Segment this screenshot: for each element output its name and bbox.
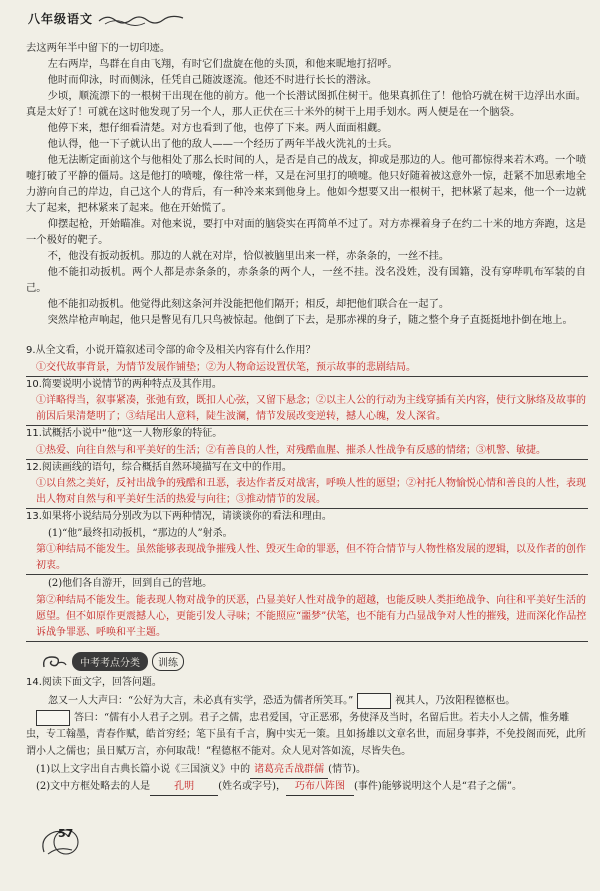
- question-14: [26, 675, 588, 796]
- question-list: [26, 343, 588, 642]
- sub-question-text: (1)以上文字出自古典长篇小说《三国演义》中的: [36, 764, 251, 775]
- classical-passage: [26, 693, 588, 760]
- story-paragraph: 他停下来，想仔细看清楚。对方也看到了他，也停了下来。两人面面相觑。: [47, 122, 388, 134]
- story-paragraph: 他时而仰泳，时而侧泳，任凭自己随波逐流。他还不时进行长长的潜泳。: [47, 74, 378, 86]
- answer-blank[interactable]: 孔明: [150, 779, 218, 796]
- passage-text: 答曰：“儒有小人君子之别。君子之儒，忠君爱国，守正恶邪，务使泽及当时，名留后世。若夫小人之儒，惟务雕虫，专工翰墨，青春作赋，皓首穷经；笔下虽有千言，胸中实无一策。且如扬雄以文章名世，而屈身事莽，不免投阁而死，此所谓小人之儒也；虽日赋万言，亦何取哉！”程德枢不能对。众人见对答如流，尽皆失色。: [26, 712, 586, 757]
- answer-blank[interactable]: 巧布八阵图: [286, 779, 354, 796]
- question-13: 13.如果将小说结局分别改为以下两种情况，请谈谈你的看法和理由。: [26, 511, 332, 522]
- sub-question-text: (事件)能够说明这个人是“君子之儒”。: [353, 781, 523, 792]
- question-14-sub-2: [26, 779, 588, 796]
- swirl-icon: [40, 653, 68, 671]
- answer-line[interactable]: ①热爱、向往自然与和平美好的生活；②有善良的人性，对残酷血腥、摧杀人性战争有反感的情绪；③机警、敏捷。: [26, 443, 588, 460]
- story-paragraph: 左右两岸，鸟群在自由飞翔，有时它们盘旋在他的头顶，和他来昵地打招呼。: [47, 58, 398, 70]
- passage-text: 忽又一人大声曰：“公好为大言，未必真有实学，恐适为儒者所笑耳。”: [48, 695, 354, 707]
- story-paragraph: 仰摆起枪，开始瞄准。对他来说，要打中对面的脑袋实在再简单不过了。对方赤裸着身子在约二十米的地方奔跑，这是一个极好的靶子。: [26, 218, 586, 246]
- story-text: [26, 40, 586, 328]
- story-paragraph: 少顷，顺流漂下的一根树干出现在他的前方。他一个长潜试图抓住树干。他果真抓住了！他恰巧就在树干边浮出水面。真是太好了！可就在这时他发现了另一个人，那人正伏在三十米外的树干上用手划水。两人便是在一个脑袋。: [26, 90, 586, 118]
- passage-text: 视其人，乃汝阳程德枢也。: [395, 695, 516, 707]
- story-paragraph: 他不能扣动扳机。两个人都是赤条条的，赤条条的两个人，一丝不挂。没名没姓，没有国籍，没有穿哔叽布军装的自己。: [26, 266, 586, 294]
- section-tag: 训练: [152, 652, 184, 671]
- answer-line[interactable]: ①详略得当，叙事紧凑，张弛有致，既扣人心弦，又留下悬念；②以主人公的行动为主线穿插有关内容，使行文脉络及故事的前因后果清楚明了；③结尾出人意料，陡生波澜，情节发展改变逆转，撼人心魄，发人深省。: [26, 393, 588, 426]
- story-paragraph: 他无法断定面前这个与他相处了那么长时间的人，是否是自己的战友，抑或是那边的人。他可都惊得来若木鸡。一个喷嚏打破了平静的僵局。这是他打的喷嚏，像往常一样，又是在河里打的喷嚏。他只好随着被这意外一惊，赶紧不加思索地全力游向自己的岸边，自己这个人的背后，有一种冷来来到他身上。他如今想要又出一根树干，把林紧了起来，他一个一边就大了起来，把林紧来了起来。他在开始慌了。: [26, 154, 586, 214]
- question-13-option-1: (1)“他”最终扣动扳机，“那边的人”射杀。: [48, 527, 233, 539]
- blank-box: [36, 710, 70, 726]
- answer-blank[interactable]: 诸葛亮舌战群儒: [250, 762, 328, 779]
- answer-line[interactable]: 第②种结局不能发生。能表现人物对战争的厌恶，凸显美好人性对战争的超越，也能反映人类拒绝战争、向往和平美好生活的愿望。但不如原作更震撼人心，更能引发人寻味；不能照应“噩梦”伏笔，也不能有力凸显战争对人性的摧残，进而深化作品控诉战争罪恶、呼唤和平主题。: [26, 593, 588, 642]
- page-number: 57: [58, 827, 74, 840]
- story-paragraph: 他认得，他一下子就认出了他的敌人——一个经历了两年半战火洗礼的士兵。: [47, 138, 398, 150]
- answer-line[interactable]: 第①种结局不能发生。虽然能够表现战争摧残人性、毁灭生命的罪恶，但不符合情节与人物性格发展的逻辑，以及作者的创作初衷。: [26, 542, 588, 575]
- story-paragraph: 不，他没有扳动扳机。那边的人就在对岸，恰似被脑里出来一样，赤条条的，一丝不挂。: [47, 250, 450, 262]
- story-paragraph: 他不能扣动扳机。他觉得此刻这条河并没能把他们隔开；相反，却把他们联合在一起了。: [47, 298, 450, 310]
- question-11: 11.试概括小说中“他”这一人物形象的特征。: [26, 428, 223, 439]
- question-13-option-2: (2)他们各自游开，回到自己的营地。: [48, 578, 213, 589]
- section-banner: [40, 652, 184, 671]
- question-12: 12.阅读画线的语句，综合概括自然环境描写在文中的作用。: [26, 461, 292, 473]
- sub-question-text: (2)文中方框处略去的人是: [36, 781, 151, 792]
- answer-line[interactable]: ①以自然之美好，反衬出战争的残酷和丑恶，表达作者反对战害，呼唤人性的愿望；②衬托人物愉悦心情和善良的人性，表现出人物对自然与和平美好生活的热爱与向往；③推动情节的发展。: [26, 476, 588, 509]
- page-header: [28, 10, 187, 27]
- story-paragraph: 突然岸枪声响起，他只是瞥见有几只鸟被惊起。他倒了下去，是那赤裸的身子，随之整个身子直挺挺地扑倒在地上。: [47, 314, 573, 326]
- header-title: 八年级语文: [28, 12, 94, 26]
- sub-question-text: (情节)。: [328, 764, 366, 775]
- wave-decoration-icon: [97, 12, 187, 26]
- question-14-sub-1: [26, 762, 588, 779]
- answer-line[interactable]: ①交代故事背景，为情节发展作铺垫；②为人物命运设置伏笔，预示故事的悲剧结局。: [26, 360, 588, 377]
- passage-line: [26, 693, 588, 710]
- story-paragraph: 去这两年半中留下的一切印迹。: [26, 42, 171, 54]
- question-9: 9.从全文看，小说开篇叙述司令部的命令及相关内容有什么作用？: [26, 345, 316, 356]
- section-title: 中考考点分类: [72, 652, 148, 671]
- question-14-label: 14.阅读下面文字，回答问题。: [26, 677, 162, 688]
- question-10: 10.简要说明小说情节的两种特点及其作用。: [26, 378, 222, 390]
- passage-line: [26, 710, 588, 760]
- blank-box: [357, 693, 391, 709]
- sub-question-text: (姓名或字号)，: [218, 781, 286, 792]
